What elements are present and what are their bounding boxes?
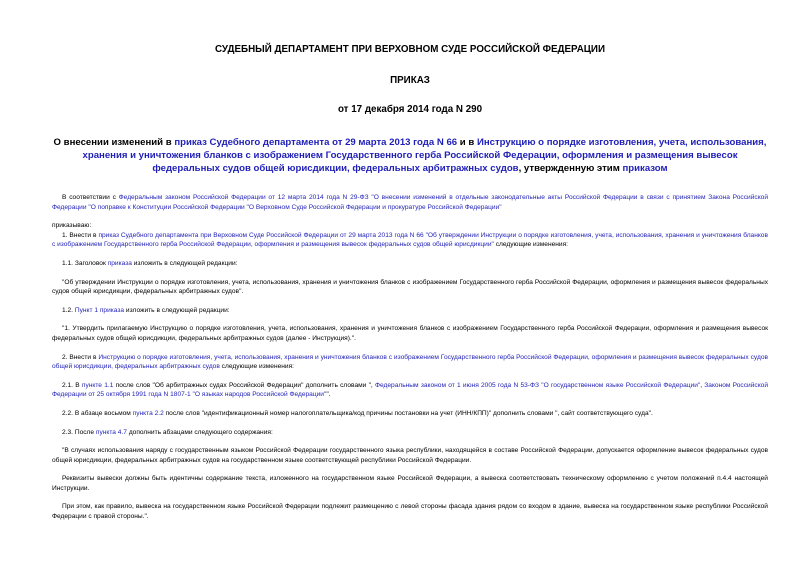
document-type: ПРИКАЗ <box>390 75 430 86</box>
preamble-paragraph: В соответствии с Федеральным законом Российской Федерации от 12 марта 2014 года N 29-ФЗ "О внесении изменений в отдельные законодательные акты Российской Федерации в связи с принятием Закона Российской Федерации "О поправке к Конституции Российской Федерации "О Верховном Суде Российской Федерации и прокуратуре Российской Федерации" <box>52 194 768 211</box>
document-title <box>52 136 768 175</box>
paragraph-2-2: 2.2. В абзаце восьмом пункта 2.2 после слов "идентификационный номер налогоплательщика/код причины постановки на учет (ИНН/КПП)" дополнить словами ", сайт соответствующего суда". <box>62 409 653 417</box>
federal-law-link[interactable]: Федеральным законом Российской Федерации от 12 марта 2014 года N 29-ФЗ "О внесении изменений в отдельные законодательные акты Российской Федерации в связи с принятием Закона Российской Федерации "О поправке к Конституции Российской Федерации "О Верховном Суде Российской Федерации и прокуратуре Российской Федерации" <box>52 194 768 211</box>
title-text: и в <box>457 137 477 148</box>
paragraph-1-2: 1.2. Пункт 1 приказа изложить в следующей редакции: <box>62 306 230 314</box>
order-item-1-link[interactable]: Пункт 1 приказа <box>74 306 125 314</box>
languages-law-link[interactable]: Законом Российской Федерации от 25 октября 1991 года N 1807-1 "О языках народов Российской Федерации" <box>52 381 768 399</box>
added-text-paragraph-1: "В случаях использования наряду с государственным языком Российской Федерации государственного языка республики, находящейся в составе Российской Федерации, допускается оформление вывесок федеральных судов общей юрисдикции, федеральных арбитражных судов на государственном языке соответствующей республики Российской Федерации. <box>52 447 768 464</box>
item-4-7-link[interactable]: пункта 4.7 <box>95 428 127 436</box>
order-66-link[interactable]: приказ Судебного департамента при Верховном Суде Российской Федерации от 29 марта 2013 года N 66 "Об утверждении Инструкции о порядке изготовления, учета, использования, хранения и уничтожения бланков с изображением Государственного герба Российской Федерации, оформления и размещения вывесок федеральных судов общей юрисдикции" <box>52 231 768 249</box>
added-text-paragraph-2: Реквизиты вывески должны быть идентичны содержание текста, изложенного на государственном языке Российской Федерации, а вывеска соответствовать техническому оформлению с учетом положений п.4.4 настоящей Инструкции. <box>52 475 768 492</box>
title-link-approving-order[interactable]: приказом <box>622 163 668 174</box>
title-link-instruction[interactable]: Инструкцию о порядке изготовления, учета, использования, хранения и уничтожения бланков с изображением Государственного герба Российской Федерации, оформления и размещения вывесок федеральных судов общей юрисдикции, федеральных арбитражных судов <box>82 137 767 174</box>
paragraph-1-1: 1.1. Заголовок приказа изложить в следующей редакции: <box>62 259 238 267</box>
paragraph-2-3: 2.3. После пункта 4.7 дополнить абзацами следующего содержания: <box>62 428 273 436</box>
paragraph-1-1-quote: "Об утверждении Инструкции о порядке изготовления, учета, использования, хранения и уничтожения бланков с изображением Государственного герба Российской Федерации, оформления и размещения вывесок федеральных судов общей юрисдикции, федеральных арбитражных судов". <box>52 278 768 296</box>
instruction-link[interactable]: Инструкцию о порядке изготовления, учета, использования, хранения и уничтожения бланков с изображением Государственного герба Российской Федерации, оформления и размещения вывесок федеральных судов общей юрисдикции, федеральных арбитражных судов <box>52 353 768 371</box>
paragraph-1: 1. Внести в приказ Судебного департамента при Верховном Суде Российской Федерации от 29 марта 2013 года N 66 "Об утверждении Инструкции о порядке изготовления, учета, использования, хранения и уничтожения бланков с изображением Государственного герба Российской Федерации, оформления и размещения вывесок федеральных судов общей юрисдикции" следующие изменения: <box>52 231 768 249</box>
added-text-paragraph-3: При этом, как правило, вывеска на государственном языке Российской Федерации подлежит размещению с левой стороны фасада здания рядом со входом в здание, вывеска на государственном языке республики Российской Федерации с правой стороны.". <box>52 503 768 521</box>
state-language-law-link[interactable]: Федеральным законом от 1 июня 2005 года N 53-ФЗ "О государственном языке Российской Федерации" <box>375 381 701 389</box>
document-date: от 17 декабря 2014 года N 290 <box>337 104 483 115</box>
title-text: , утвержденную этим <box>518 163 623 174</box>
item-1-1-link[interactable]: пункте 1.1 <box>81 381 114 389</box>
item-2-2-link[interactable]: пункта 2.2 <box>132 409 164 417</box>
order-word: приказываю: <box>52 222 92 230</box>
organization-heading: СУДЕБНЫЙ ДЕПАРТАМЕНТ ПРИ ВЕРХОВНОМ СУДЕ РОССИЙСКОЙ ФЕДЕРАЦИИ <box>214 44 606 55</box>
document-page <box>52 44 768 522</box>
order-title-link[interactable]: приказа <box>107 259 132 267</box>
paragraph-1-2-quote: "1. Утвердить прилагаемую Инструкцию о порядке изготовления, учета, использования, хранения и уничтожения бланков с изображением Государственного герба Российской Федерации, оформления и размещения вывесок федеральных судов общей юрисдикции, федеральных арбитражных судов (далее - Инструкция).". <box>52 325 768 342</box>
title-text: О внесении изменений в <box>53 137 175 148</box>
paragraph-2: 2. Внести в Инструкцию о порядке изготовления, учета, использования, хранения и уничтожения бланков с изображением Государственного герба Российской Федерации, оформления и размещения вывесок федеральных судов общей юрисдикции, федеральных арбитражных судов следующие изменения: <box>52 353 768 371</box>
title-link-order[interactable]: приказ Судебного департамента от 29 марта 2013 года N 66 <box>174 137 458 148</box>
paragraph-2-1: 2.1. В пункте 1.1 после слов "Об арбитражных судах Российской Федерации" дополнить словами ", Федеральным законом от 1 июня 2005 года N 53-ФЗ "О государственном языке Российской Федерации", Законом Российской Федерации от 25 октября 1991 года N 1807-1 "О языках народов Российской Федерации"". <box>52 381 768 399</box>
